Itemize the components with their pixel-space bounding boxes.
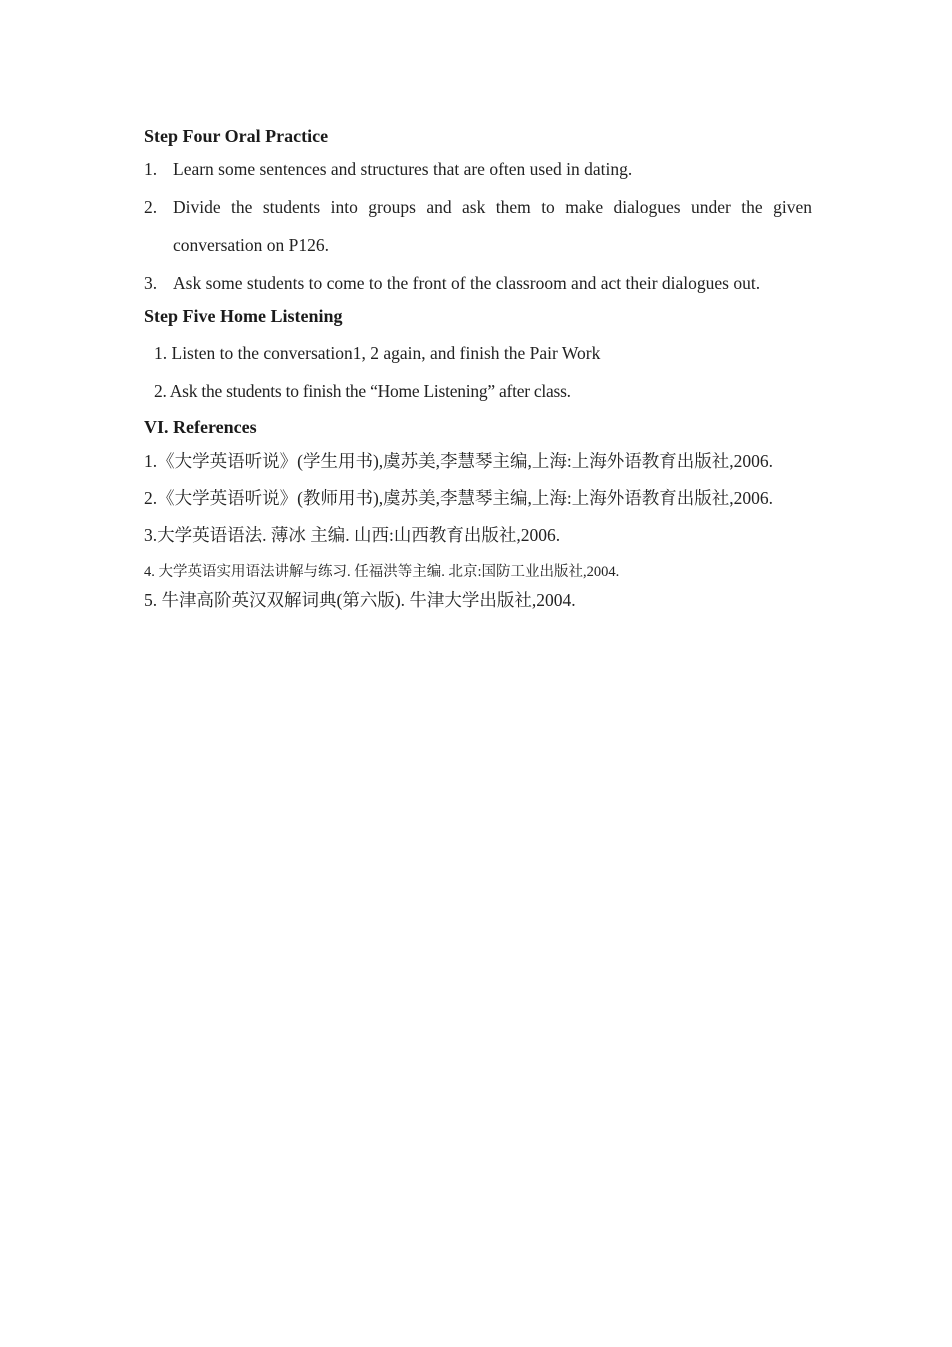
reference-item-3: 3.大学英语语法. 薄冰 主编. 山西:山西教育出版社,2006. bbox=[144, 525, 561, 545]
reference-item-2: 2.《大学英语听说》(教师用书),虞苏美,李慧琴主编,上海:上海外语教育出版社,2006. bbox=[144, 488, 774, 508]
item-number: 1. bbox=[144, 159, 158, 179]
references-heading: VI. References bbox=[144, 417, 257, 437]
item-number: 2. bbox=[144, 197, 158, 217]
step-five-item-1: 1. Listen to the conversation1, 2 again, and finish the Pair Work bbox=[154, 343, 601, 363]
item-text: Ask some students to come to the front of the classroom and act their dialogues out. bbox=[173, 273, 761, 293]
reference-item-1: 1.《大学英语听说》(学生用书),虞苏美,李慧琴主编,上海:上海外语教育出版社,2006. bbox=[144, 451, 774, 471]
item-text: Divide the students into groups and ask them to make dialogues under the given conversation on P126. bbox=[173, 197, 812, 255]
item-text: Learn some sentences and structures that are often used in dating. bbox=[173, 159, 633, 179]
reference-item-4: 4. 大学英语实用语法讲解与练习. 任福洪等主编. 北京:国防工业出版社,2004. bbox=[144, 564, 620, 580]
document-page bbox=[144, 122, 812, 614]
step-four-item-2 bbox=[144, 188, 812, 264]
item-number: 3. bbox=[144, 273, 158, 293]
step-four-heading: Step Four Oral Practice bbox=[144, 126, 329, 146]
step-five-heading: Step Five Home Listening bbox=[144, 306, 343, 326]
step-four-item-1 bbox=[144, 150, 812, 188]
step-five-item-2: 2. Ask the students to finish the “Home Listening” after class. bbox=[154, 381, 571, 401]
step-four-item-3 bbox=[144, 264, 812, 302]
reference-item-5: 5. 牛津高阶英汉双解词典(第六版). 牛津大学出版社,2004. bbox=[144, 590, 576, 610]
